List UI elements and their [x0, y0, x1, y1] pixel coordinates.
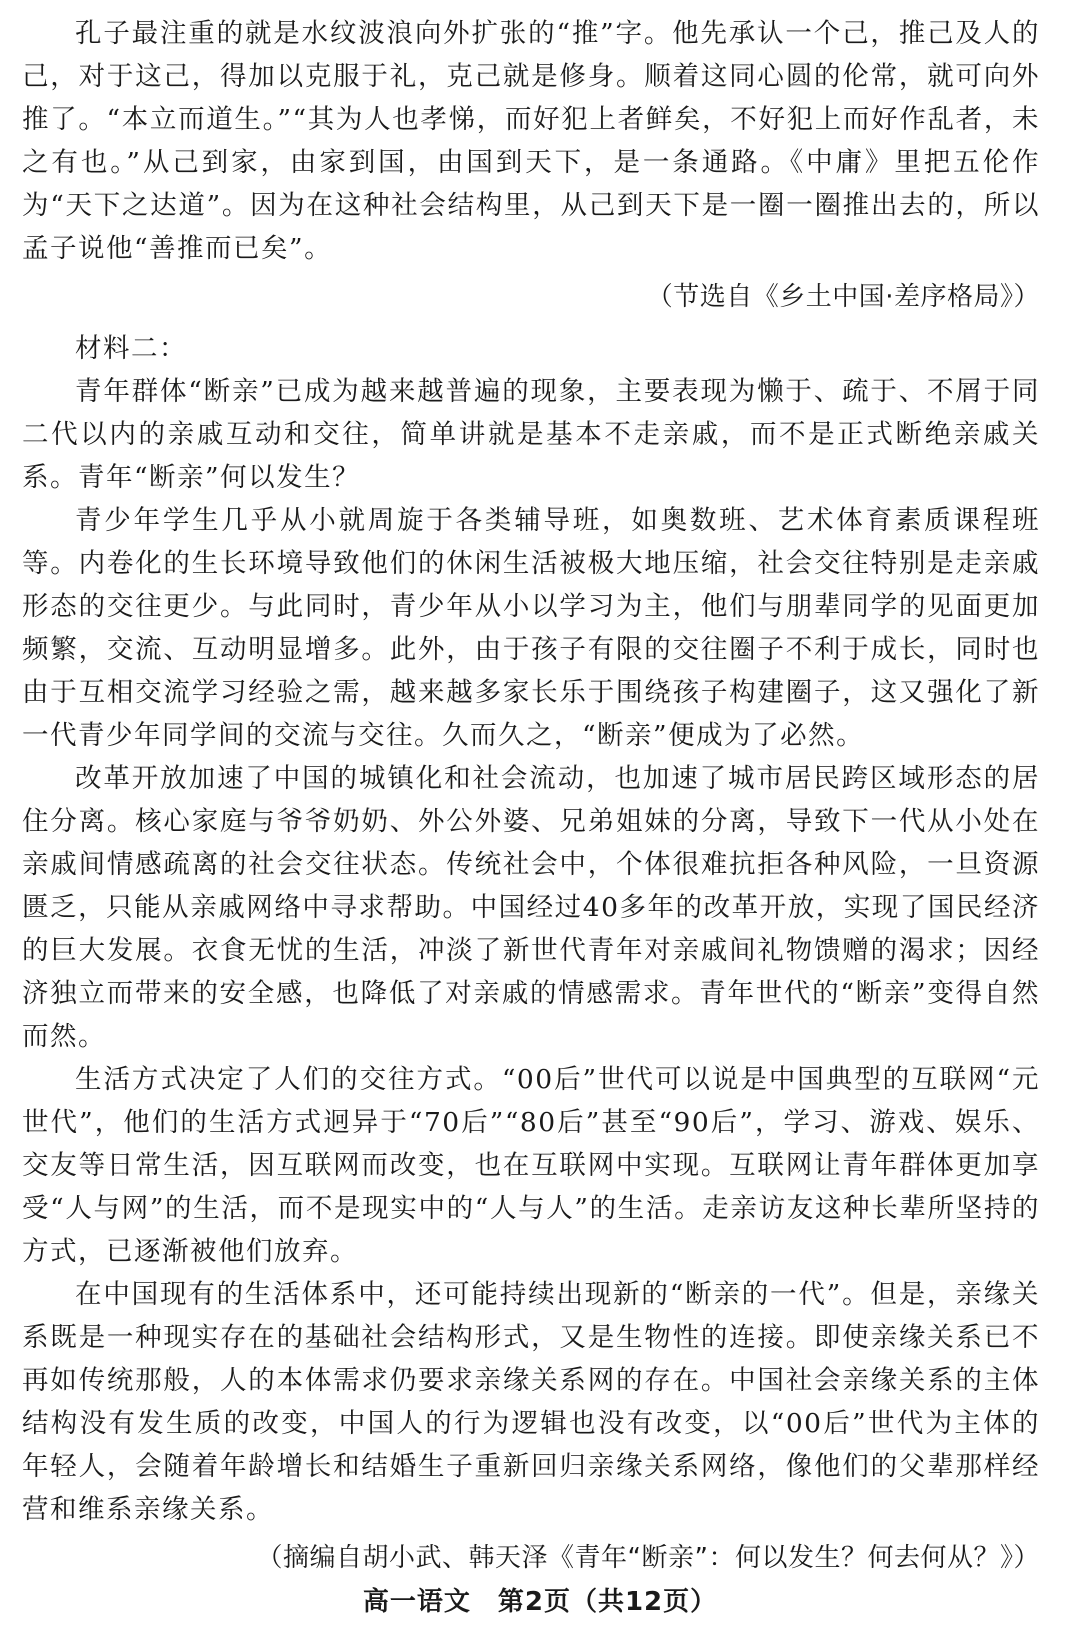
paragraph-5: 在中国现有的生活体系中，还可能持续出现新的“断亲的一代”。但是，亲缘关系既是一种现实存在的基础社会结构形式，又是生物性的连接。即使亲缘关系已不再如传统那般，人的本体需求仍要求亲缘关系网的存在。中国社会亲缘关系的主体结构没有发生质的改变，中国人的行为逻辑也没有改变，以“00后”世代为主体的年轻人，会随着年龄增长和结婚生子重新回归亲缘关系网络，像他们的父辈那样经营和维系亲缘关系。	[22, 1279, 1040, 1525]
intro-paragraph: 孔子最注重的就是水纹波浪向外扩张的“推”字。他先承认一个己，推己及人的己，对于这己，得加以克服于礼，克己就是修身。顺着这同心圆的伦常，就可向外推了。“本立而道生。”“其为人也孝悌，而好犯上者鲜矣，不好犯上而好作乱者，未之有也。”从己到家，由家到国，由国到天下，是一条通路。《中庸》里把五伦作为“天下之达道”。因为在这种社会结构里，从己到天下是一圈一圈推出去的，所以孟子说他“善推而已矣”。	[22, 18, 1040, 264]
source-citation-2: （摘编自胡小武、韩天泽《青年“断亲”：何以发生？何去何从？》）	[256, 1543, 1040, 1573]
source-citation-1: （节选自《乡土中国·差序格局》）	[646, 282, 1040, 312]
paragraph-1: 青年群体“断亲”已成为越来越普遍的现象，主要表现为懒于、疏于、不屑于同二代以内的亲戚互动和交往，简单讲就是基本不走亲戚，而不是正式断绝亲戚关系。青年“断亲”何以发生？	[22, 376, 1040, 493]
paragraph-4: 生活方式决定了人们的交往方式。“00后”世代可以说是中国典型的互联网“元世代”，他们的生活方式迥异于“70后”“80后”甚至“90后”，学习、游戏、娱乐、交友等日常生活，因互联网而改变，也在互联网中实现。互联网让青年群体更加享受“人与网”的生活，而不是现实中的“人与人”的生活。走亲访友这种长辈所坚持的方式，已逐渐被他们放弃。	[22, 1064, 1040, 1267]
paragraph-2: 青少年学生几乎从小就周旋于各类辅导班，如奥数班、艺术体育素质课程班等。内卷化的生长环境导致他们的休闲生活被极大地压缩，社会交往特别是走亲戚形态的交往更少。与此同时，青少年从小以学习为主，他们与朋辈同学的见面更加频繁，交流、互动明显增多。此外，由于孩子有限的交往圈子不利于成长，同时也由于互相交流学习经验之需，越来越多家长乐于围绕孩子构建圈子，这又强化了新一代青少年同学间的交流与交往。久而久之，“断亲”便成为了必然。	[22, 505, 1040, 751]
material-2-heading: 材料二：	[75, 333, 187, 364]
paragraph-3: 改革开放加速了中国的城镇化和社会流动，也加速了城市居民跨区域形态的居住分离。核心家庭与爷爷奶奶、外公外婆、兄弟姐妹的分离，导致下一代从小处在亲戚间情感疏离的社会交往状态。传统社会中，个体很难抗拒各种风险，一旦资源匮乏，只能从亲戚网络中寻求帮助。中国经过40多年的改革开放，实现了国民经济的巨大发展。衣食无忧的生活，冲淡了新世代青年对亲戚间礼物馈赠的渴求；因经济独立而带来的安全感，也降低了对亲戚的情感需求。青年世代的“断亲”变得自然而然。	[22, 763, 1040, 1052]
page-footer: 高一语文 第2页（共12页）	[362, 1587, 718, 1617]
